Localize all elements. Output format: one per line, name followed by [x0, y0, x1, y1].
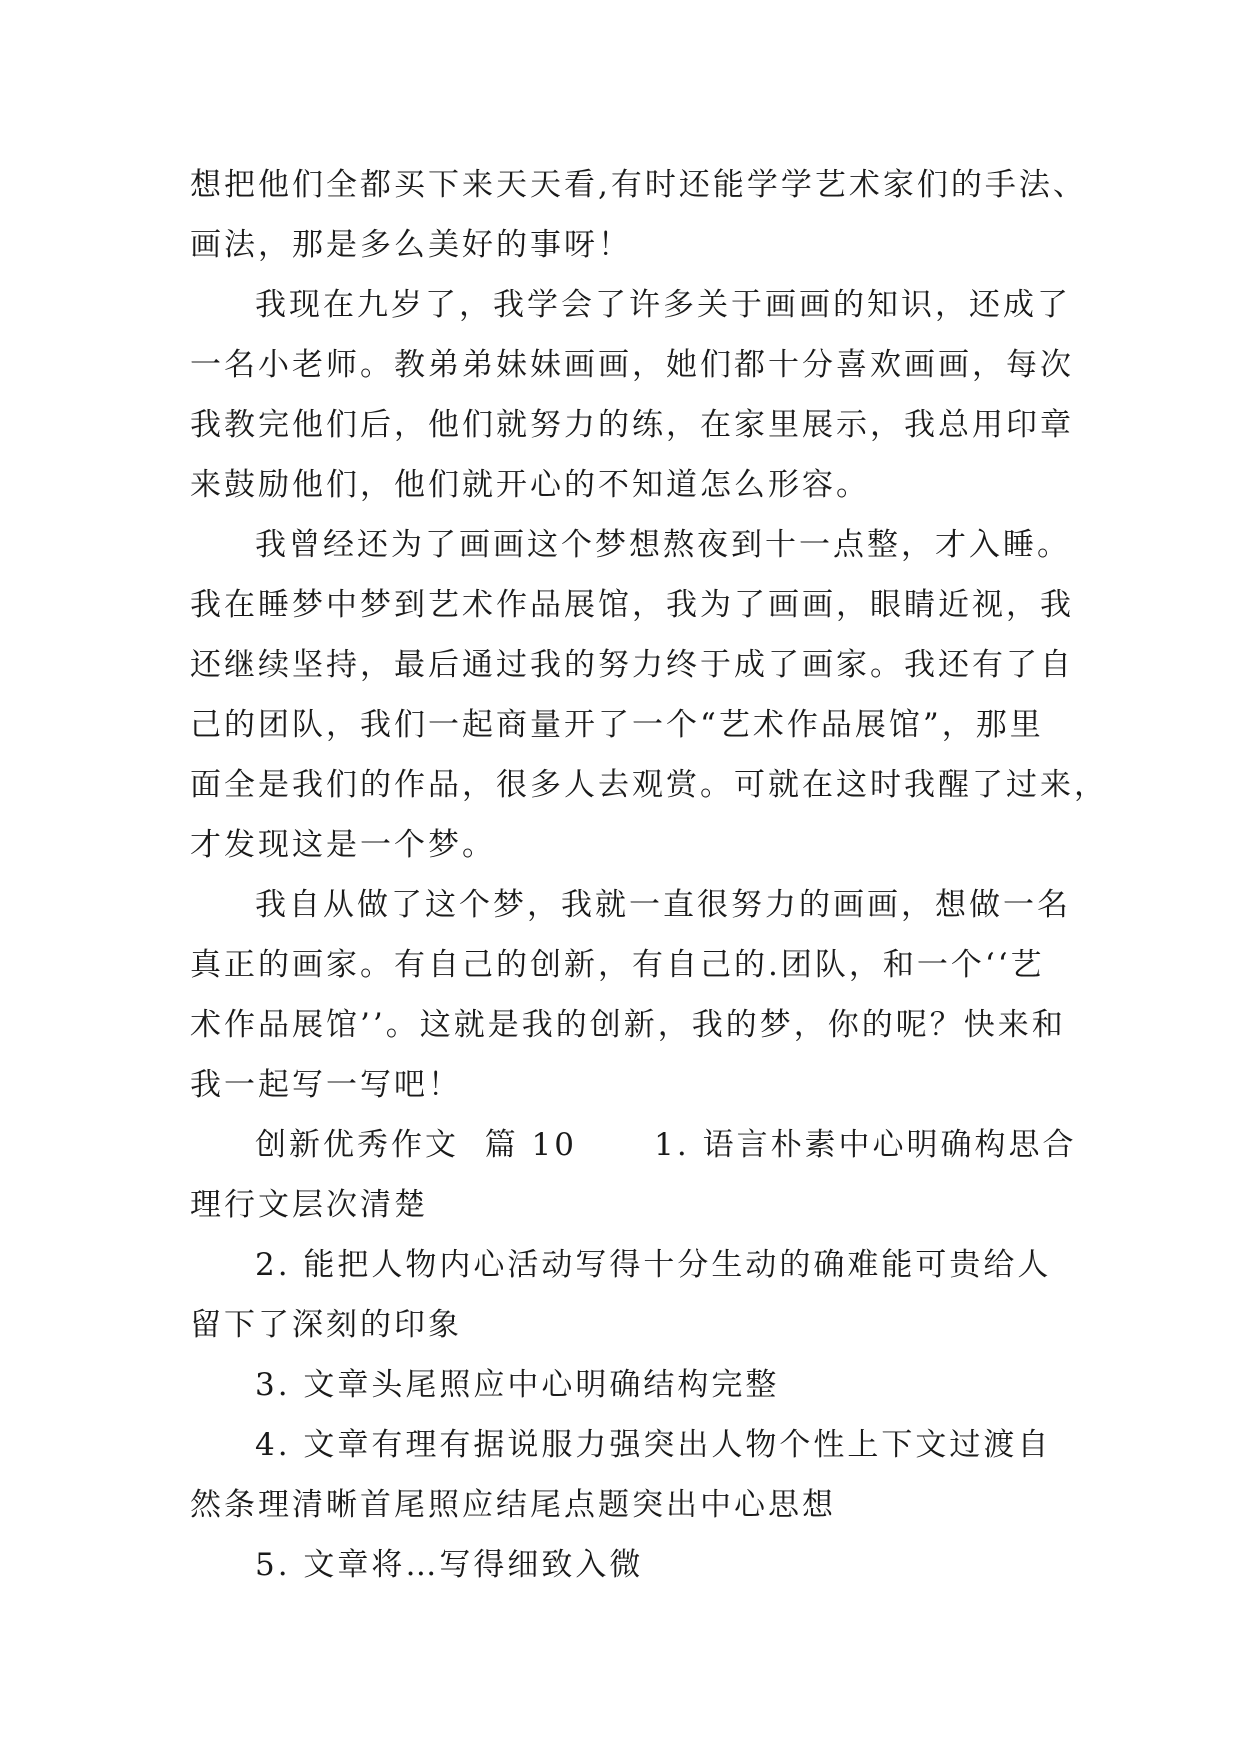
text-line: 我教完他们后，他们就努力的练，在家里展示，我总用印章 — [190, 407, 1074, 443]
text-line: 留下了深刻的印象 — [190, 1307, 462, 1343]
text-line: 我曾经还为了画画这个梦想熬夜到十一点整，才入睡。 — [255, 527, 1071, 563]
text-line: 术作品展馆’’。这就是我的创新，我的梦，你的呢？快来和 — [190, 1007, 1066, 1043]
list-item: 4. 文章有理有据说服力强突出人物个性上下文过渡自 — [255, 1427, 1052, 1463]
text-line: 一名小老师。教弟弟妹妹画画，她们都十分喜欢画画，每次 — [190, 347, 1074, 383]
text-line: 我自从做了这个梦，我就一直很努力的画画，想做一名 — [255, 887, 1071, 923]
text-line: 理行文层次清楚 — [190, 1187, 428, 1223]
text-line: 我现在九岁了，我学会了许多关于画画的知识，还成了 — [255, 287, 1071, 323]
text-line: 己的团队，我们一起商量开了一个“艺术作品展馆”，那里 — [190, 707, 1044, 743]
text-line: 还继续坚持，最后通过我的努力终于成了画家。我还有了自 — [190, 647, 1074, 683]
text-line: 面全是我们的作品，很多人去观赏。可就在这时我醒了过来， — [190, 767, 1108, 803]
list-item: 5. 文章将…写得细致入微 — [255, 1547, 644, 1583]
section-heading-line: 创新优秀作文 篇 10 1. 语言朴素中心明确构思合 — [255, 1127, 1077, 1163]
text-line: 想把他们全都买下来天天看,有时还能学学艺术家们的手法、 — [190, 167, 1087, 203]
text-line: 我一起写一写吧！ — [190, 1067, 462, 1103]
text-line: 我在睡梦中梦到艺术作品展馆，我为了画画，眼睛近视，我 — [190, 587, 1074, 623]
text-line: 真正的画家。有自己的创新，有自己的.团队，和一个‘‘艺 — [190, 947, 1045, 983]
text-line: 画法，那是多么美好的事呀！ — [190, 227, 632, 263]
text-line: 才发现这是一个梦。 — [190, 827, 496, 863]
text-line: 然条理清晰首尾照应结尾点题突出中心思想 — [190, 1487, 836, 1523]
list-item: 3. 文章头尾照应中心明确结构完整 — [255, 1367, 780, 1403]
text-line: 来鼓励他们，他们就开心的不知道怎么形容。 — [190, 467, 870, 503]
list-item: 2. 能把人物内心活动写得十分生动的确难能可贵给人 — [255, 1247, 1052, 1283]
